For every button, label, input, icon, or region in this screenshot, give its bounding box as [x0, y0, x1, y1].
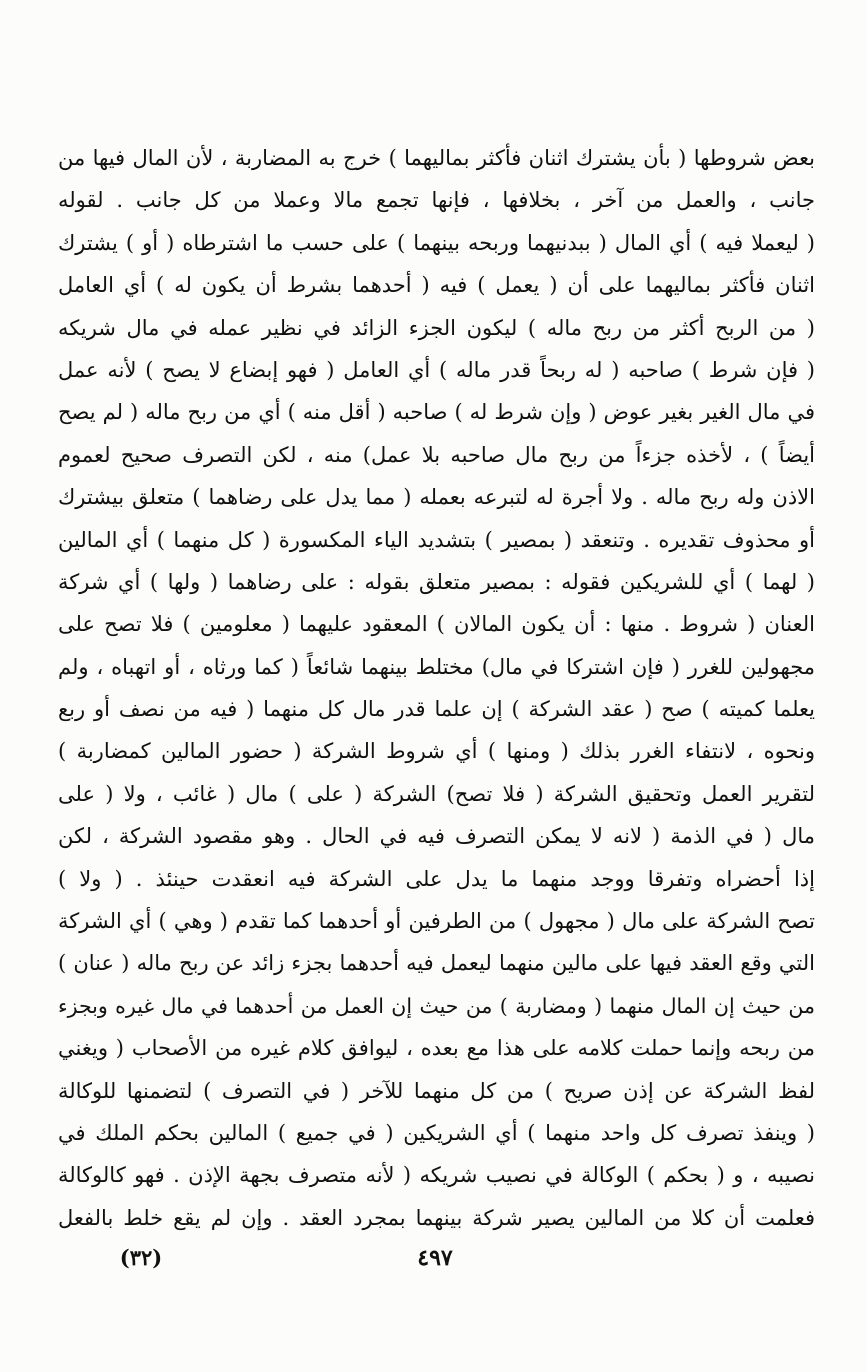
- text-line: من ربحه وإنما حملت كلامه على هذا مع بعده ، ليوافق كلام غيره من الأصحاب ( ويغني: [58, 1036, 815, 1061]
- text-line: تصح الشركة على مال ( مجهول ) من الطرفين أو أحدهما كما تقدم ( وهي ) أي الشركة: [58, 909, 815, 934]
- text-line: مجهولين للغرر ( فإن اشتركا في مال) مختلط بينهما شائعاً ( كما ورثاه ، أو اتهباه ، ولم: [58, 654, 815, 679]
- main-text-block: [58, 137, 815, 1239]
- text-line: لتقرير العمل وتحقيق الشركة ( فلا تصح) الشركة ( على ) مال ( غائب ، ولا ( على: [58, 781, 815, 806]
- text-line: فعلمت أن كلا من المالين يصير شركة بينهما بمجرد العقد . وإن لم يقع خلط بالفعل: [58, 1205, 815, 1230]
- text-line: اثنان فأكثر بماليهما على أن ( يعمل ) فيه ( أحدهما بشرط أن يكون له ) أي العامل: [58, 273, 815, 298]
- text-line: نصيبه ، و ( بحكم ) الوكالة في نصيب شريكه ( لأنه متصرف بجهة الإذن . فهو كالوكالة: [58, 1163, 815, 1188]
- text-line: ( لهما ) أي للشريكين فقوله : بمصير متعلق بقوله : على رضاهما ( ولها ) أي شركة: [58, 569, 815, 594]
- text-line: ونحوه ، لانتفاء الغرر بذلك ( ومنها ) أي شروط الشركة ( حضور المالين كمضاربة ): [58, 739, 815, 764]
- signature-mark: (٣٢): [119, 1245, 163, 1270]
- text-line: من حيث إن المال منهما ( ومضاربة ) من حيث إن العمل من أحدهما في مال غيره وبجزء: [58, 993, 815, 1018]
- page-number: ٤٩٧: [417, 1245, 453, 1271]
- text-line: الاذن وله ربح ماله . ولا أجرة له لتبرعه بعمله ( مما يدل على رضاهما ) متعلق بيشترك: [58, 485, 815, 510]
- text-line: لفظ الشركة عن إذن صريح ) من كل منهما للآخر ( في التصرف ) لتضمنها للوكالة: [58, 1078, 815, 1103]
- text-line: يعلما كميته ) صح ( عقد الشركة ) إن علما قدر مال كل منهما ( فيه من نصف أو ربع: [58, 697, 815, 722]
- text-line: ( ليعملا فيه ) أي المال ( ببدنيهما وربحه بينهما ) على حسب ما اشترطاه ( أو ) يشترك: [58, 230, 815, 255]
- text-line: في مال الغير بغير عوض ( وإن شرط له ) صاحبه ( أقل منه ) أي من ربح ماله ( لم يصح: [58, 400, 815, 425]
- text-line: ( من الربح أكثر من ربح ماله ) ليكون الجزء الزائد في نظير عمله في مال شريكه: [58, 315, 815, 340]
- text-line: جانب ، والعمل من آخر ، بخلافها ، فإنها تجمع مالا وعملا من كل جانب . لقوله: [58, 188, 815, 213]
- text-line: بعض شروطها ( بأن يشترك اثنان فأكثر بماليهما ) خرج به المضاربة ، لأن المال فيها من: [58, 146, 815, 170]
- page-footer: [0, 1245, 867, 1275]
- text-line: إذا أحضراه وتفرقا ووجد منهما ما يدل على الشركة فيه انعقدت حينئذ . ( ولا ): [58, 866, 815, 891]
- text-line: التي وقع العقد فيها على مالين منهما ليعمل فيه أحدهما بجزء زائد عن ربح ماله ( عنان ): [58, 951, 815, 976]
- text-line: ( فإن شرط ) صاحبه ( له ربحاً قدر ماله ) أي العامل ( فهو إبضاع لا يصح ) لأنه عمل: [58, 357, 815, 382]
- text-line: العنان ( شروط . منها : أن يكون المالان ) المعقود عليهما ( معلومين ) فلا تصح على: [58, 612, 815, 637]
- text-line: أو محذوف تقديره . وتنعقد ( بمصير ) بتشديد الياء المكسورة ( كل منهما ) أي المالين: [58, 527, 815, 552]
- text-line: مال ( في الذمة ( لانه لا يمكن التصرف فيه في الحال . وهو مقصود الشركة ، لكن: [58, 824, 815, 849]
- text-line: ( وينفذ تصرف كل واحد منهما ) أي الشريكين ( في جميع ) المالين بحكم الملك في: [58, 1120, 815, 1145]
- text-line: أيضاً ) ، لأخذه جزءاً من ربح مال صاحبه بلا عمل) منه ، لكن التصرف صحيح لعموم: [58, 442, 815, 467]
